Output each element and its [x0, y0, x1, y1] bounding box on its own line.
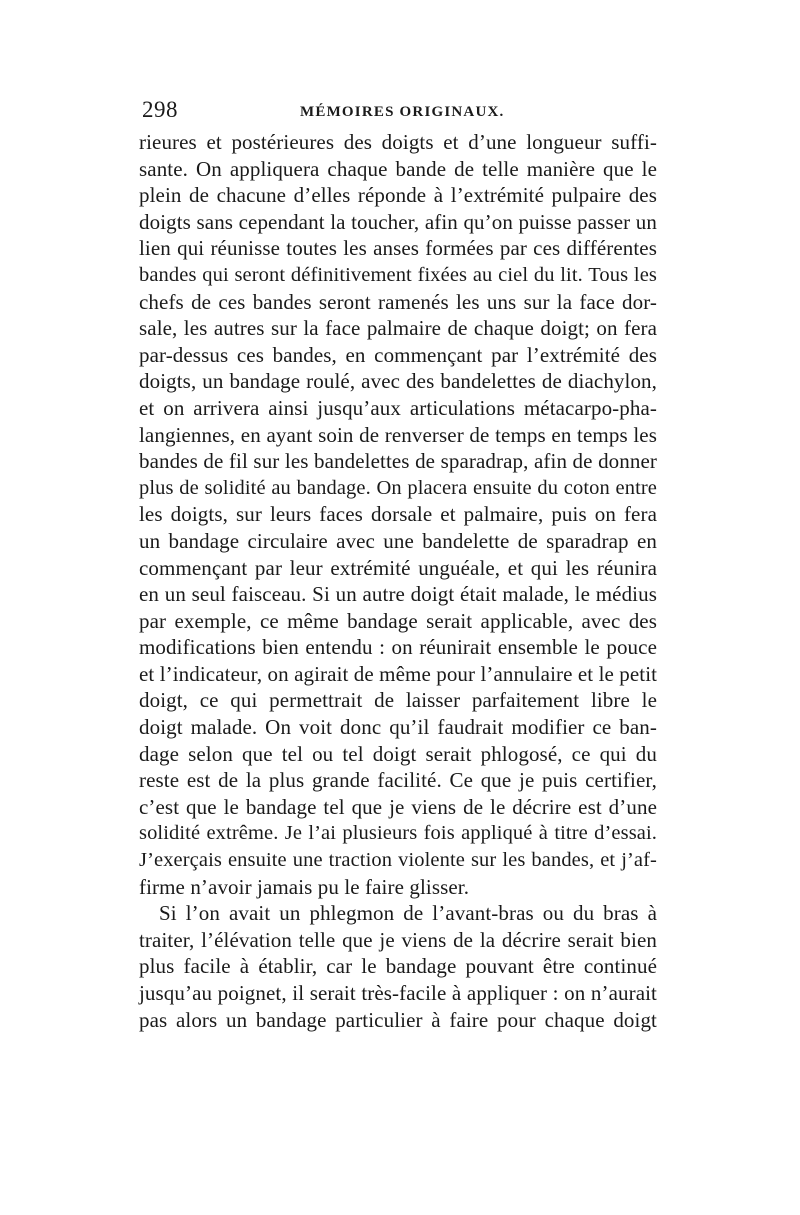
text-line: bandes qui seront définitivement fixées au ciel du lit. Tous les: [139, 263, 657, 286]
text-line: plus facile à établir, car le bandage pouvant être continué: [139, 954, 657, 979]
text-line: langiennes, en ayant soin de renverser de temps en temps les: [139, 422, 657, 447]
text-line: doigts sans cependant la toucher, afin qu’on puisse passer un: [139, 209, 657, 234]
text-line: en un seul faisceau. Si un autre doigt était malade, le médius: [139, 582, 657, 607]
text-line: sale, les autres sur la face palmaire de chaque doigt; on fera: [139, 316, 657, 341]
text-line: par-dessus ces bandes, en commençant par l’extrémité des: [139, 342, 657, 367]
text-line: firme n’avoir jamais pu le faire glisser.: [139, 874, 470, 899]
text-line: dage selon que tel ou tel doigt serait phlogosé, ce qui du: [139, 741, 657, 766]
text-line: modifications bien entendu : on réunirait ensemble le pouce: [139, 635, 657, 660]
text-line: et on arrivera ainsi jusqu’aux articulations métacarpo-pha-: [139, 395, 657, 420]
running-title: MÉMOIRES ORIGINAUX.: [300, 104, 505, 120]
text-line: c’est que le bandage tel que je viens de le décrire est d’une: [139, 794, 657, 819]
text-line: chefs de ces bandes seront ramenés les uns sur la face dor-: [139, 289, 657, 314]
text-line: rieures et postérieures des doigts et d’une longueur suffi-: [139, 130, 657, 154]
page-number: 298: [142, 97, 178, 122]
text-line: les doigts, sur leurs faces dorsale et palmaire, puis on fera: [139, 502, 657, 527]
text-line: solidité extrême. Je l’ai plusieurs fois appliqué à titre d’essai.: [139, 822, 657, 845]
text-line: jusqu’au poignet, il serait très-facile à appliquer : on n’aurait: [139, 981, 657, 1005]
text-line: Si l’on avait un phlegmon de l’avant-bras ou du bras à: [159, 901, 657, 926]
text-line: pas alors un bandage particulier à faire pour chaque doigt: [139, 1007, 657, 1032]
text-line: bandes de fil sur les bandelettes de sparadrap, afin de donner: [139, 449, 657, 474]
text-line: sante. On appliquera chaque bande de telle manière que le: [139, 156, 657, 181]
text-line: traiter, l’élévation telle que je viens de la décrire serait bien: [139, 927, 657, 952]
text-line: un bandage circulaire avec une bandelette de sparadrap en: [139, 528, 657, 553]
text-line: doigt malade. On voit donc qu’il faudrait modifier ce ban-: [139, 715, 657, 740]
text-line: lien qui réunisse toutes les anses formées par ces différentes: [139, 236, 657, 261]
body-text: [139, 129, 657, 1033]
text-line: par exemple, ce même bandage serait applicable, avec des: [139, 608, 657, 633]
paragraph-2: [139, 900, 657, 1033]
paragraph-1: [139, 129, 657, 900]
text-line: doigts, un bandage roulé, avec des bandelettes de diachylon,: [139, 369, 657, 394]
text-line: plein de chacune d’elles réponde à l’extrémité pulpaire des: [139, 183, 657, 208]
page-header: [140, 96, 660, 126]
text-line: J’exerçais ensuite une traction violente sur les bandes, et j’af-: [139, 849, 657, 872]
text-line: et l’indicateur, on agirait de même pour l’annulaire et le petit: [139, 661, 658, 686]
text-line: reste est de la plus grande facilité. Ce que je puis certifier,: [139, 768, 657, 793]
text-line: plus de solidité au bandage. On placera ensuite du coton entre: [139, 476, 657, 499]
text-line: doigt, ce qui permettrait de laisser parfaitement libre le: [139, 688, 657, 713]
text-line: commençant par leur extrémité unguéale, et qui les réunira: [139, 555, 657, 580]
